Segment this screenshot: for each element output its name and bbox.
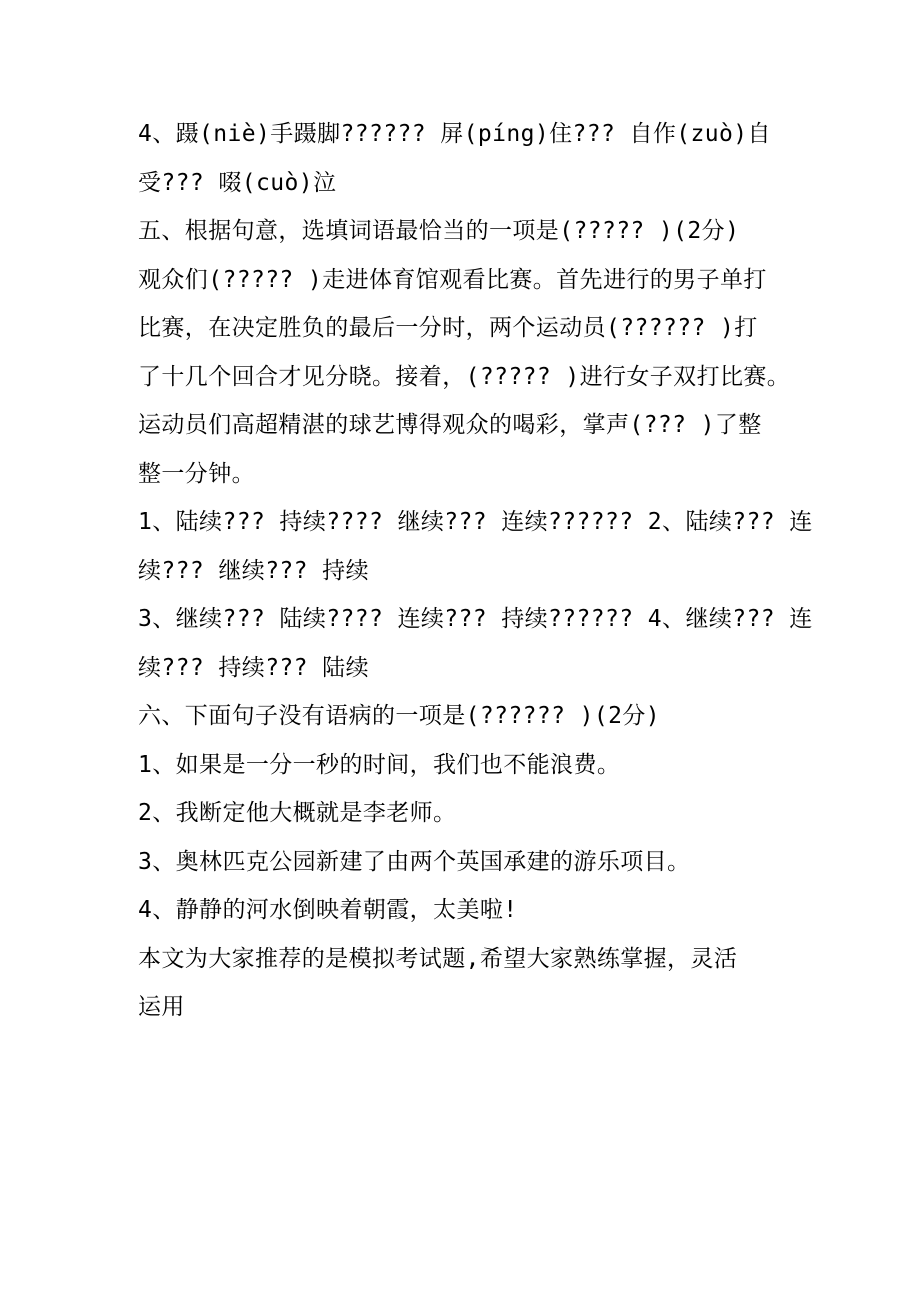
closing-text: 运用 [138, 994, 185, 1020]
section-heading: 五、根据句意，选填词语最恰当的一项是(????? )(2分) [138, 218, 740, 244]
option-line: 3、继续??? 陆续???? 连续??? 持续?????? 4、继续??? 连 [138, 606, 813, 632]
text-line: 比赛，在决定胜负的最后一分时，两个运动员(?????? )打 [138, 315, 758, 341]
option-line: 续??? 继续??? 持续 [138, 557, 369, 584]
text-line: 运动员们高超精湛的球艺博得观众的喝彩，掌声(??? )了整 [138, 412, 762, 438]
option-line: 2、我断定他大概就是李老师。 [138, 800, 457, 826]
text-line: 整一分钟。 [138, 460, 255, 487]
option-line: 1、陆续??? 持续???? 继续??? 连续?????? 2、陆续??? 连 [138, 509, 813, 535]
option-line: 1、如果是一分一秒的时间，我们也不能浪费。 [138, 751, 621, 778]
document-body [138, 110, 813, 1032]
text-line: 受??? 啜(cuò)泣 [138, 169, 337, 196]
closing-text: 本文为大家推荐的是模拟考试题,希望大家熟练掌握，灵活 [138, 945, 738, 972]
option-line: 4、静静的河水倒映着朝霞，太美啦! [138, 897, 518, 923]
option-line: 3、奥林匹克公园新建了由两个英国承建的游乐项目。 [138, 848, 691, 875]
text-line: 了十几个回合才见分晓。接着，(????? )进行女子双打比赛。 [138, 363, 791, 390]
section-heading: 六、下面句子没有语病的一项是(?????? )(2分) [138, 703, 660, 729]
text-line: 观众们(????? )走进体育馆观看比赛。首先进行的男子单打 [138, 266, 767, 293]
text-line: 4、蹑(niè)手蹑脚?????? 屏(píng)住??? 自作(zuò)自 [138, 121, 771, 147]
option-line: 续??? 持续??? 陆续 [138, 654, 369, 681]
